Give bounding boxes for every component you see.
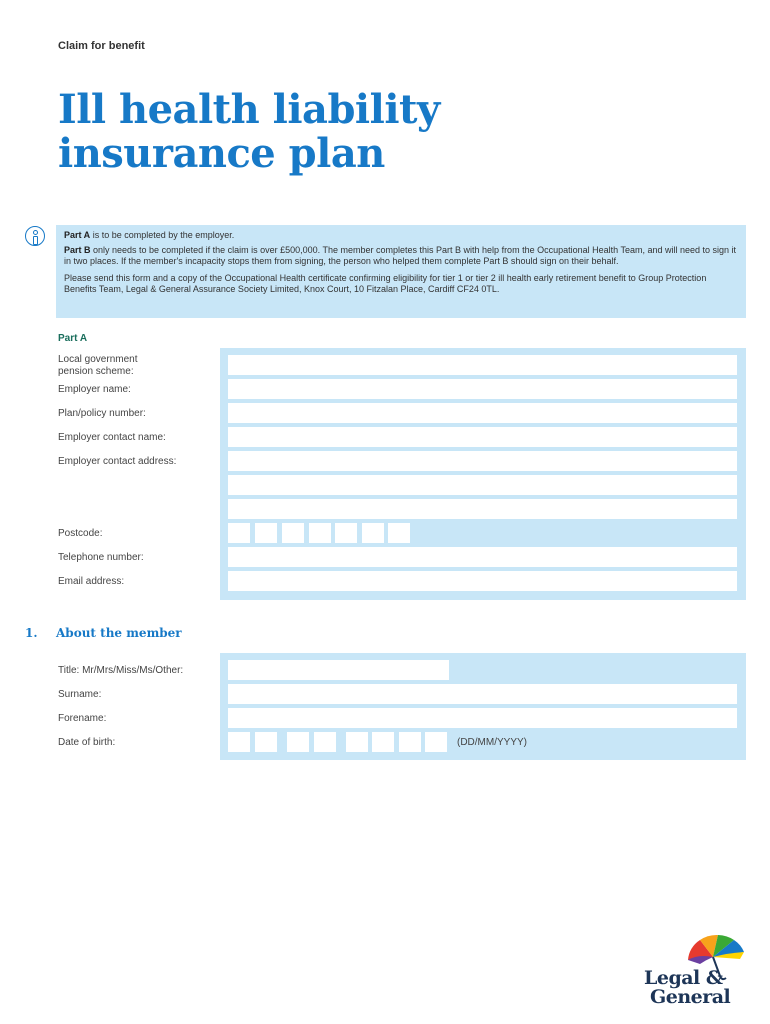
page-title: Ill health liability insurance plan (58, 86, 440, 177)
legal-general-logo (640, 930, 750, 1010)
part-b-note (64, 245, 738, 268)
postcode-box-1[interactable] (228, 523, 250, 543)
postcode-box-3[interactable] (282, 523, 304, 543)
part-a-note (64, 230, 738, 242)
info-icon (25, 226, 45, 246)
contact-address-line-2[interactable] (228, 475, 737, 495)
dob-format-hint: (DD/MM/YYYY) (457, 737, 527, 748)
contact-address-line-3[interactable] (228, 499, 737, 519)
postcode-box-5[interactable] (335, 523, 357, 543)
telephone-field[interactable] (228, 547, 737, 567)
dob-year-box-2[interactable] (372, 732, 394, 752)
part-a-panel (220, 348, 746, 600)
part-a-bold: Part A (64, 230, 91, 240)
logo-line-2: General (650, 986, 731, 1008)
plan-number-label: Plan/policy number: (58, 408, 146, 419)
send-instructions: Please send this form and a copy of the Occupational Health certificate confirming eligibility for tier 1 or tier 2 ill health early retirement benefit to Group Protection Benefits Team, Legal & General Assurance Society Limited, Knox Court, 10 Fitzalan Place, Cardiff CF24 0TL. (64, 272, 707, 294)
part-b-bold: Part B (64, 244, 91, 255)
logo-line-1: Legal & (644, 967, 723, 989)
dob-day-box-1[interactable] (228, 732, 250, 752)
lgps-label: Local government pension scheme: (58, 354, 138, 377)
telephone-label: Telephone number: (58, 552, 144, 563)
form-kicker: Claim for benefit (58, 40, 145, 52)
postcode-box-4[interactable] (309, 523, 331, 543)
dob-year-box-1[interactable] (346, 732, 368, 752)
dob-month-box-1[interactable] (287, 732, 309, 752)
part-a-heading: Part A (58, 333, 88, 344)
section-number: 1. (25, 626, 38, 640)
section-title: About the member (56, 626, 182, 640)
part-a-note-text: is to be completed by the employer. (90, 230, 235, 240)
info-box (56, 225, 746, 318)
email-field[interactable] (228, 571, 737, 591)
postcode-box-2[interactable] (255, 523, 277, 543)
postcode-label: Postcode: (58, 528, 103, 539)
email-label: Email address: (58, 576, 125, 587)
plan-number-field[interactable] (228, 403, 737, 423)
part-b-note-text: only needs to be completed if the claim is over £500,000. The member completes this Part B with help from the Occupational Health Team, and will need to sign it in two places. If the member's incapacity stops them from signing, the person who helped them complete Part B should sign on their behalf. (64, 244, 737, 266)
contact-name-label: Employer contact name: (58, 432, 166, 443)
dob-label: Date of birth: (58, 737, 116, 748)
employer-name-field[interactable] (228, 379, 737, 399)
member-title-label: Title: Mr/Mrs/Miss/Ms/Other: (58, 665, 184, 676)
dob-month-box-2[interactable] (314, 732, 336, 752)
dob-day-box-2[interactable] (255, 732, 277, 752)
postcode-box-7[interactable] (388, 523, 410, 543)
contact-name-field[interactable] (228, 427, 737, 447)
forename-label: Forename: (58, 713, 107, 724)
dob-year-box-4[interactable] (425, 732, 447, 752)
surname-label: Surname: (58, 689, 102, 700)
postcode-box-6[interactable] (362, 523, 384, 543)
surname-field[interactable] (228, 684, 737, 704)
contact-address-label: Employer contact address: (58, 456, 177, 467)
member-title-field[interactable] (228, 660, 449, 680)
employer-name-label: Employer name: (58, 384, 131, 395)
dob-year-box-3[interactable] (399, 732, 421, 752)
contact-address-line-1[interactable] (228, 451, 737, 471)
lgps-field[interactable] (228, 355, 737, 375)
forename-field[interactable] (228, 708, 737, 728)
